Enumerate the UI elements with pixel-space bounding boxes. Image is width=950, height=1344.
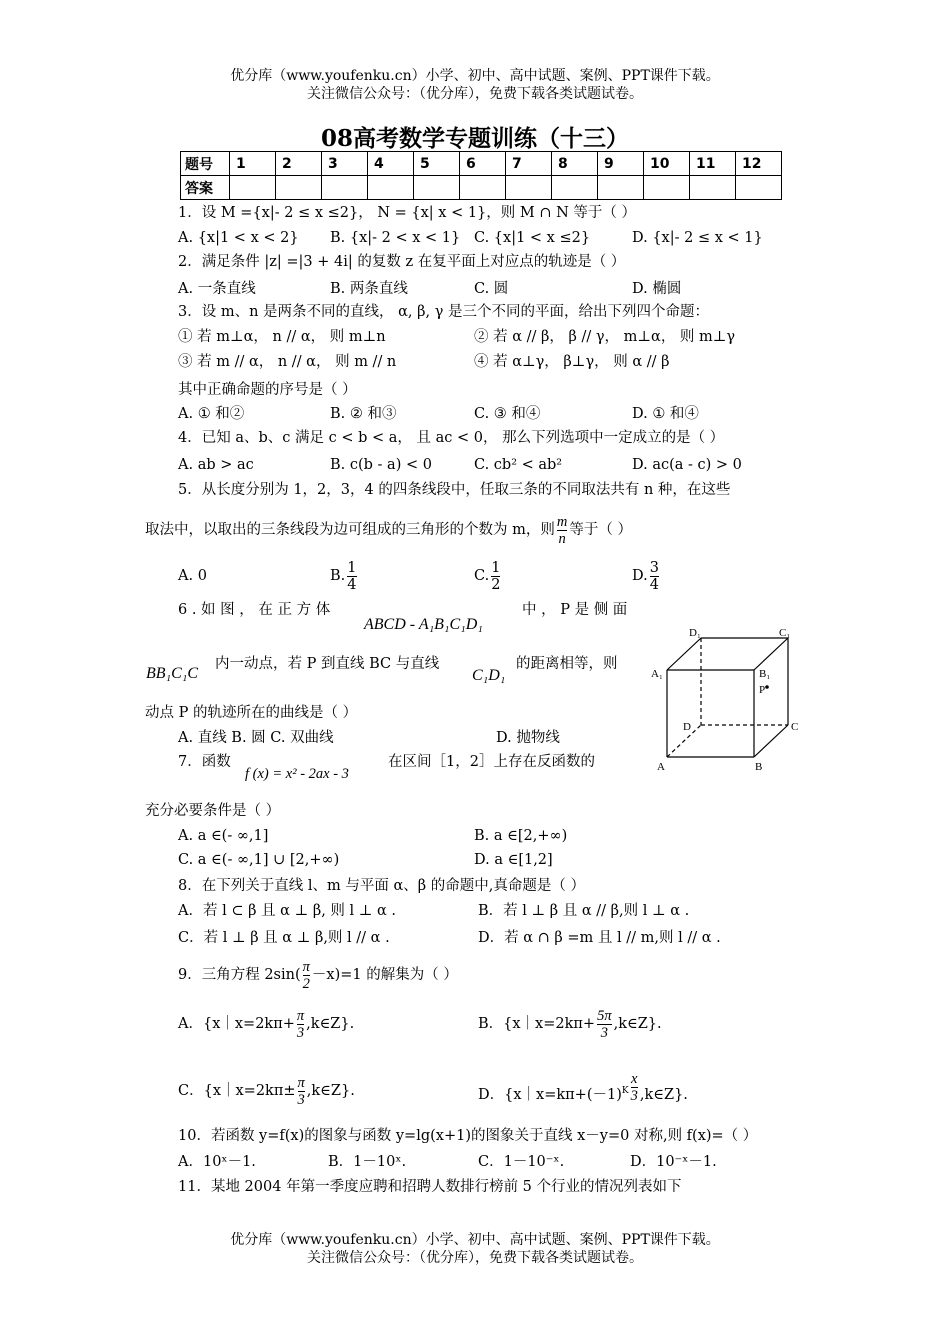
q7-stem-line-2: 充分必要条件是（ ） — [145, 803, 281, 819]
q6-stem-line-2b: 的距离相等，则 — [516, 656, 618, 672]
answer-cell[interactable] — [506, 176, 552, 200]
q3-stem: 3．设 m、n 是两条不同的直线， α, β, γ 是三个不同的平面，给出下列四个命题： — [178, 304, 710, 320]
label-c: C — [791, 721, 799, 733]
q9-stem-a: 9．三角方程 2sin( — [178, 967, 301, 983]
answer-cell[interactable] — [552, 176, 598, 200]
q8-stem: 8．在下列关于直线 l、m 与平面 α、β 的命题中,真命题是（ ） — [178, 878, 585, 894]
q9-d-num: x — [631, 1071, 638, 1087]
answer-cell[interactable] — [414, 176, 460, 200]
label-d1: D₁ — [689, 627, 701, 639]
q7-option-b: B. a ∈[2,+∞) — [474, 828, 568, 844]
q5-stem-line-1: 5．从长度分别为 1，2，3，4 的四条线段中，任取三条的不同取法共有 n 种，在这些 — [178, 482, 731, 498]
table-cell: 5 — [414, 152, 460, 176]
row-label-number: 题号 — [181, 152, 230, 176]
q5-option-d — [632, 556, 661, 596]
q10-option-b: B．1－10ˣ. — [328, 1154, 407, 1170]
q3-option-a: A. ① 和② — [178, 406, 245, 422]
q9-option-a — [178, 1004, 354, 1044]
q9-d-fraction — [631, 1071, 638, 1104]
header-line-2: 关注微信公众号：（优分库），免费下载各类试题试卷。 — [307, 86, 643, 102]
q7-stem-b: 在区间［1，2］上存在反函数的 — [388, 754, 595, 770]
edge-b1-c1 — [754, 638, 788, 670]
q6-option-d: D. 抛物线 — [496, 730, 560, 746]
q9-b-fraction — [597, 1008, 612, 1041]
q4-option-b: B. c(b - a) < 0 — [330, 457, 432, 473]
q5-stem-line-2 — [145, 510, 632, 550]
q10-stem: 10．若函数 y=f(x)的图象与函数 y=lg(x+1)的图象关于直线 x－y=0 对称,则 f(x)=（ ） — [178, 1128, 758, 1144]
q6-face-name: BB₁C₁C — [146, 665, 199, 682]
q5-c-label: C. — [474, 568, 490, 584]
q5-c-den: 2 — [491, 576, 501, 593]
q4-option-d: D. ac(a - c) > 0 — [632, 457, 742, 473]
q9-b-den: 3 — [597, 1024, 612, 1041]
q9-c-pre: C．{x｜x=2kπ± — [178, 1083, 296, 1099]
answer-cell[interactable] — [368, 176, 414, 200]
q9-b-pre: B．{x｜x=2kπ+ — [478, 1016, 596, 1032]
label-b: B — [755, 761, 763, 773]
q5-b-label: B. — [330, 568, 346, 584]
table-cell: 3 — [322, 152, 368, 176]
q1-option-a: A. {x|1 < x < 2} — [178, 230, 299, 246]
q9-c-fraction — [298, 1075, 305, 1108]
q1-stem: 1．设 M ={x|- 2 ≤ x ≤2}， N = {x| x < 1}，则 M ∩ N 等于（ ） — [178, 205, 637, 221]
q6-options-abc: A. 直线 B. 圆 C. 双曲线 — [178, 730, 334, 746]
answer-table — [180, 151, 782, 200]
table-cell: 1 — [230, 152, 276, 176]
table-row — [181, 176, 782, 200]
q3-option-c: C. ③ 和④ — [474, 406, 541, 422]
answer-cell[interactable] — [276, 176, 322, 200]
q5-d-fraction — [650, 560, 659, 593]
q6-stem-line-2: 内一动点，若 P 到直线 BC 与直线 — [215, 656, 440, 672]
q11-stem: 11．某地 2004 年第一季度应聘和招聘人数排行榜前 5 个行业的情况列表如下 — [178, 1179, 682, 1195]
q2-option-d: D. 椭圆 — [632, 281, 682, 297]
q9-fraction — [303, 959, 310, 992]
table-cell: 10 — [644, 152, 690, 176]
q1-option-c: C. {x|1 < x ≤2} — [474, 230, 591, 246]
table-cell: 7 — [506, 152, 552, 176]
answer-cell[interactable] — [598, 176, 644, 200]
edge-a1-d1 — [667, 638, 701, 670]
q4-stem: 4．已知 a、b、c 满足 c < b < a， 且 ac < 0， 那么下列选项中一定成立的是（ ） — [178, 430, 725, 446]
table-cell: 11 — [690, 152, 736, 176]
answer-cell[interactable] — [690, 176, 736, 200]
q9-d-den: 3 — [630, 1088, 638, 1104]
q9-stem — [178, 955, 458, 995]
q4-option-a: A. ab > ac — [178, 457, 254, 473]
q6-cube-name: ABCD - A₁B₁C₁D₁ — [364, 616, 483, 633]
q9-c-num: π — [297, 1074, 305, 1091]
q9-a-fraction — [297, 1008, 304, 1041]
q3-option-b: B. ② 和③ — [330, 406, 397, 422]
q6-stem-line-1b: 中 ， P 是 侧 面 — [522, 602, 628, 618]
q3-option-d: D. ① 和④ — [632, 406, 699, 422]
table-cell: 4 — [368, 152, 414, 176]
answer-cell[interactable] — [644, 176, 690, 200]
page-title: 08高考数学专题训练（十三） — [320, 125, 629, 152]
header-line-1: 优分库（www.youfenku.cn）小学、初中、高中试题、案例、PPT课件下载。 — [230, 68, 720, 84]
answer-cell[interactable] — [230, 176, 276, 200]
q3-proposition-1: ① 若 m⊥α， n // α， 则 m⊥n — [178, 329, 386, 345]
q5-option-a: A. 0 — [178, 568, 207, 584]
q2-option-a: A. 一条直线 — [178, 281, 256, 297]
q3-proposition-3: ③ 若 m // α， n // α， 则 m // n — [178, 354, 397, 370]
q5-stem-text: 取法中，以取出的三条线段为边可组成的三角形的个数为 m，则 — [145, 522, 555, 538]
q5-c-fraction — [491, 560, 500, 593]
q5-d-label: D. — [632, 568, 648, 584]
label-p: P — [759, 684, 766, 696]
q9-b-post: ,k∈Z}. — [613, 1016, 662, 1032]
q8-option-d: D．若 α ∩ β =m 且 l // m,则 l // α . — [478, 930, 721, 946]
q7-function: f (x) = x² - 2ax - 3 — [245, 766, 349, 782]
q3-proposition-2: ② 若 α // β， β // γ， m⊥α， 则 m⊥γ — [474, 329, 736, 345]
q8-option-b: B．若 l ⊥ β 且 α // β,则 l ⊥ α . — [478, 903, 690, 919]
table-row — [181, 152, 782, 176]
q10-option-c: C．1－10⁻ˣ. — [478, 1154, 565, 1170]
edge-b-c — [754, 725, 788, 757]
label-a: A — [657, 761, 665, 773]
label-a1: A₁ — [651, 668, 663, 680]
q9-option-c — [178, 1071, 355, 1111]
q9-d-sup: K — [621, 1086, 629, 1096]
q1-option-b: B. {x|- 2 < x < 1} — [330, 230, 461, 246]
table-cell: 6 — [460, 152, 506, 176]
q6-line-name: C₁D₁ — [472, 667, 506, 684]
q9-d-pre: D．{x｜x=kπ+(－1) — [478, 1086, 622, 1103]
q5-stem-end: 等于（ ） — [569, 522, 632, 538]
q3-proposition-4: ④ 若 α⊥γ， β⊥γ， 则 α // β — [474, 354, 670, 370]
answer-cell[interactable] — [736, 176, 782, 200]
q9-stem-b: －x)=1 的解集为（ ） — [311, 967, 458, 983]
q8-option-c: C．若 l ⊥ β 且 α ⊥ β,则 l // α . — [178, 930, 390, 946]
q9-a-pre: A．{x｜x=2kπ+ — [178, 1016, 295, 1032]
q5-c-num: 1 — [491, 559, 501, 576]
q5-frac-num: m — [556, 513, 568, 530]
q1-option-d: D. {x|- 2 ≤ x < 1} — [632, 230, 763, 246]
q4-option-c: C. cb² < ab² — [474, 457, 563, 473]
q2-option-c: C. 圆 — [474, 281, 509, 297]
q5-b-fraction — [347, 560, 356, 593]
q5-d-den: 4 — [649, 576, 659, 593]
q9-frac-den: 2 — [302, 975, 310, 992]
label-d: D — [683, 721, 691, 733]
q7-option-d: D. a ∈[1,2] — [474, 852, 553, 868]
q5-b-den: 4 — [347, 576, 357, 593]
q9-a-den: 3 — [296, 1024, 305, 1041]
table-cell: 12 — [736, 152, 782, 176]
answer-cell[interactable] — [322, 176, 368, 200]
q5-fraction — [557, 514, 567, 547]
point-p — [765, 685, 769, 689]
row-label-answer: 答案 — [181, 176, 230, 200]
q9-option-d — [478, 1071, 688, 1115]
q9-a-num: π — [296, 1007, 305, 1024]
label-b1: B₁ — [759, 668, 771, 680]
answer-cell[interactable] — [460, 176, 506, 200]
table-cell: 8 — [552, 152, 598, 176]
q5-option-c — [474, 556, 502, 596]
q7-option-a: A. a ∈(- ∞,1] — [178, 828, 269, 844]
q6-stem-line-1: 6 . 如 图 ， 在 正 方 体 — [178, 602, 331, 618]
table-cell: 9 — [598, 152, 644, 176]
q9-option-b — [478, 1004, 662, 1044]
q5-b-num: 1 — [347, 559, 357, 576]
footer-line-1: 优分库（www.youfenku.cn）小学、初中、高中试题、案例、PPT课件下载。 — [230, 1232, 720, 1248]
q9-b-num: 5π — [597, 1007, 612, 1024]
q5-d-num: 3 — [649, 559, 659, 576]
q9-c-den: 3 — [297, 1091, 305, 1108]
q9-d-post: ,k∈Z}. — [639, 1086, 688, 1103]
q2-stem: 2．满足条件 |z| =|3 + 4i| 的复数 z 在复平面上对应点的轨迹是（ ） — [178, 254, 626, 270]
cube-figure — [645, 622, 805, 777]
footer-line-2: 关注微信公众号：（优分库），免费下载各类试题试卷。 — [307, 1250, 643, 1266]
q5-option-b — [330, 556, 359, 596]
q9-a-post: ,k∈Z}. — [306, 1016, 355, 1032]
q3-ask: 其中正确命题的序号是（ ） — [178, 382, 357, 398]
q7-stem-a: 7．函数 — [178, 754, 231, 770]
q10-option-d: D．10⁻ˣ－1. — [630, 1154, 717, 1170]
q10-option-a: A．10ˣ－1. — [178, 1154, 256, 1170]
q7-option-c: C. a ∈(- ∞,1] ∪ [2,+∞) — [178, 852, 340, 868]
table-cell: 2 — [276, 152, 322, 176]
q5-frac-den: n — [558, 530, 566, 547]
q6-stem-line-3: 动点 P 的轨迹所在的曲线是（ ） — [145, 705, 358, 721]
label-c1: C₁ — [779, 627, 791, 639]
q8-option-a: A．若 l ⊂ β 且 α ⊥ β, 则 l ⊥ α . — [178, 903, 397, 919]
q2-option-b: B. 两条直线 — [330, 281, 408, 297]
q9-frac-num: π — [302, 958, 310, 975]
q9-c-post: ,k∈Z}. — [306, 1083, 355, 1099]
